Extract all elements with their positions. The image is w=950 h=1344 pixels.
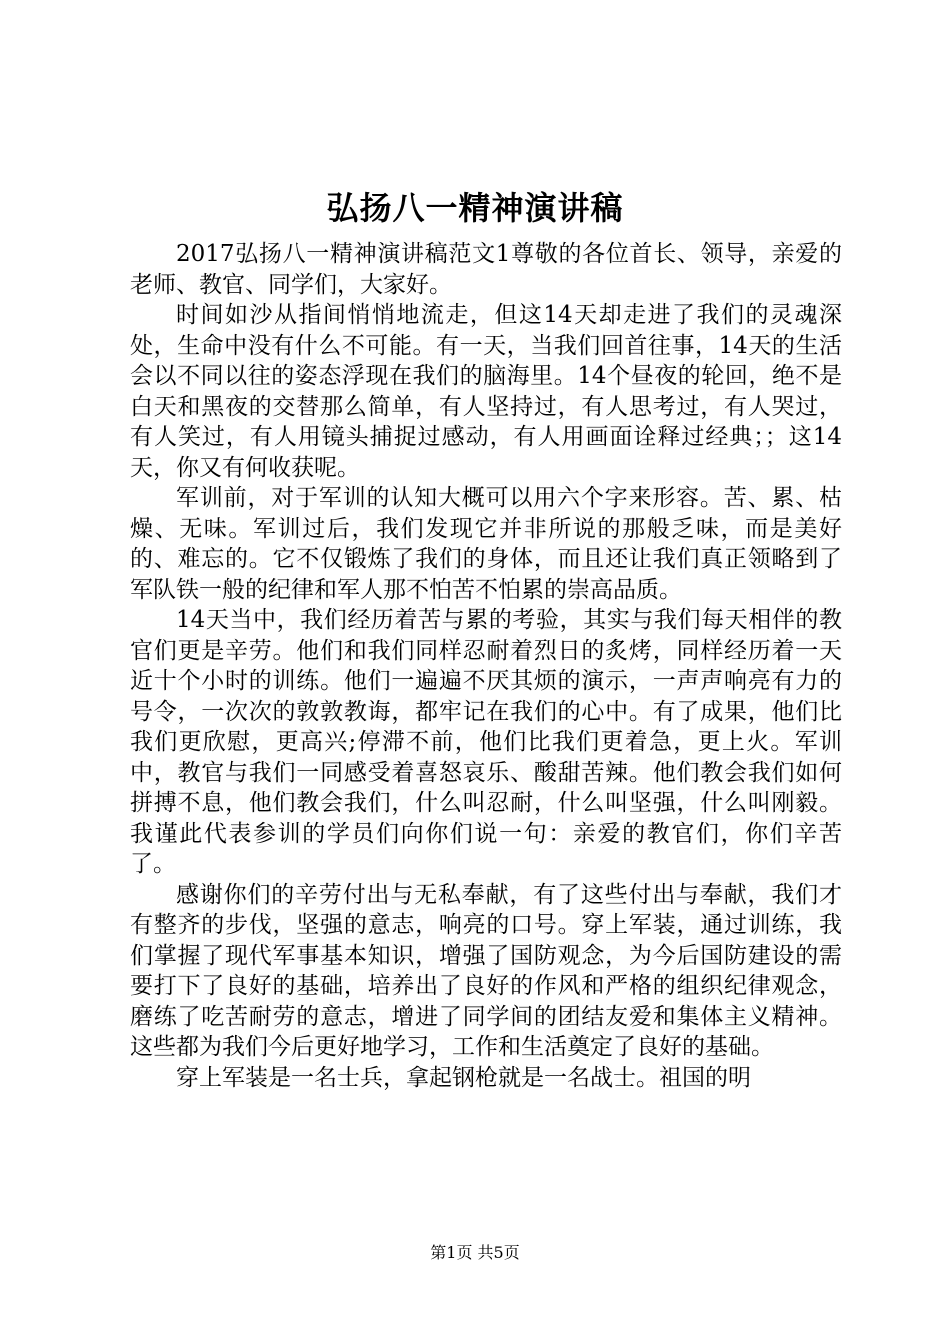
page-footer: 第1页 共5页 <box>430 1243 520 1262</box>
paragraph: 时间如沙从指间悄悄地流走，但这14天却走进了我们的灵魂深处，生命中没有什么不可能。有一天，当我们回首往事，14天的生活会以不同以往的姿态浮现在我们的脑海里。14个昼夜的轮回，绝不是白天和黑夜的交替那么简单，有人坚持过，有人思考过，有人哭过，有人笑过，有人用镜头捕捉过感动，有人用画面诠释过经典；；这14天，你又有何收获呢。 <box>130 302 842 481</box>
paragraph: 感谢你们的辛劳付出与无私奉献，有了这些付出与奉献，我们才有整齐的步伐，坚强的意志，响亮的口号。穿上军装，通过训练，我们掌握了现代军事基本知识，增强了国防观念，为今后国防建设的需要打下了良好的基础，培养出了良好的作风和严格的组织纪律观念，磨练了吃苦耐劳的意志，增进了同学间的团结友爱和集体主义精神。这些都为我们今后更好地学习，工作和生活奠定了良好的基础。 <box>130 881 842 1060</box>
paragraph: 14天当中，我们经历着苦与累的考验，其实与我们每天相伴的教官们更是辛劳。他们和我们同样忍耐着烈日的炙烤，同样经历着一天近十个小时的训练。他们一遍遍不厌其烦的演示，一声声响亮有力的号令，一次次的敦敦教诲，都牢记在我们的心中。有了成果，他们比我们更欣慰，更高兴;停滞不前，他们比我们更着急，更上火。军训中，教官与我们一同感受着喜怒哀乐、酸甜苦辣。他们教会我们如何拼搏不息，他们教会我们，什么叫忍耐，什么叫坚强，什么叫刚毅。我谨此代表参训的学员们向你们说一句：亲爱的教官们，你们辛苦了。 <box>130 607 842 877</box>
paragraph: 穿上军装是一名士兵，拿起钢枪就是一名战士。祖国的明 <box>176 1064 751 1091</box>
document-title: 弘扬八一精神演讲稿 <box>326 189 624 227</box>
paragraph: 2017弘扬八一精神演讲稿范文1尊敬的各位首长、领导，亲爱的老师、教官、同学们，大家好。 <box>130 241 842 298</box>
document-body <box>130 239 842 1093</box>
paragraph: 军训前，对于军训的认知大概可以用六个字来形容。苦、累、枯燥、无味。军训过后，我们发现它并非所说的那般乏味，而是美好的、难忘的。它不仅锻炼了我们的身体，而且还让我们真正领略到了军队铁一般的纪律和军人那不怕苦不怕累的崇高品质。 <box>130 485 842 603</box>
